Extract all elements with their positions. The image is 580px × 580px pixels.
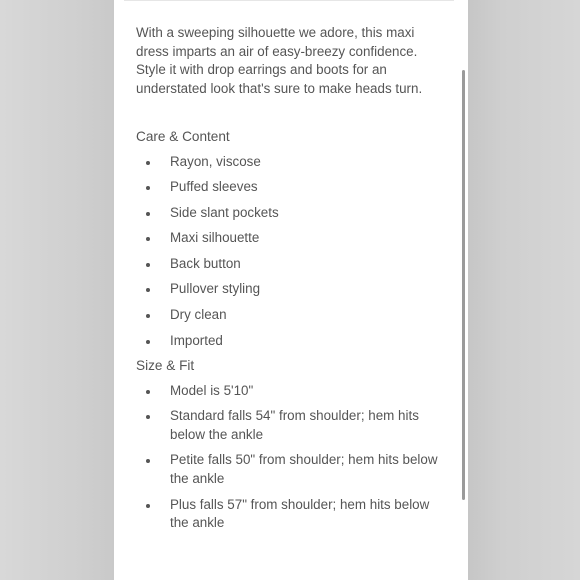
- bullet-icon: [146, 212, 150, 216]
- care-content-heading: Care & Content: [136, 129, 230, 144]
- list-item-text: Rayon, viscose: [170, 153, 261, 169]
- list-item-text: Back button: [170, 255, 241, 271]
- list-item: [136, 229, 448, 248]
- product-description: With a sweeping silhouette we adore, this maxi dress imparts an air of easy-breezy confidence. Style it with drop earrings and boots for an understated look that's sure to make heads turn.: [136, 25, 423, 96]
- list-item-text: Plus falls 57" from shoulder; hem hits below the ankle: [170, 496, 430, 531]
- list-item: [136, 153, 448, 172]
- bullet-icon: [146, 314, 150, 318]
- list-item: [136, 332, 448, 351]
- list-item: [136, 306, 448, 325]
- size-fit-heading: Size & Fit: [136, 358, 195, 374]
- list-item: [136, 280, 448, 299]
- background-right: [468, 0, 580, 580]
- bullet-icon: [146, 504, 150, 508]
- list-item-text: Puffed sleeves: [170, 179, 258, 195]
- size-fit-list: [136, 382, 448, 533]
- list-item-text: Petite falls 50" from shoulder; hem hits below the ankle: [170, 452, 438, 486]
- list-item-text: Side slant pockets: [170, 204, 279, 220]
- product-details-content: [136, 24, 448, 540]
- list-item: [136, 407, 448, 444]
- bullet-icon: [146, 237, 150, 241]
- bullet-icon: [146, 161, 150, 165]
- list-item-text: Model is 5'10": [170, 382, 254, 398]
- list-item-text: Dry clean: [170, 307, 227, 323]
- list-item-text: Pullover styling: [170, 281, 261, 297]
- scrollbar[interactable]: [459, 0, 468, 580]
- list-item-text: Imported: [170, 332, 223, 348]
- list-item: [136, 255, 448, 274]
- bullet-icon: [146, 415, 150, 419]
- product-details-panel: [114, 0, 468, 580]
- bullet-icon: [146, 186, 150, 190]
- bullet-icon: [146, 390, 150, 394]
- list-item-text: Standard falls 54" from shoulder; hem hits below the ankle: [170, 408, 419, 442]
- background-left: [0, 0, 114, 580]
- list-item: [136, 204, 448, 223]
- list-item-text: Maxi silhouette: [170, 230, 260, 246]
- bullet-icon: [146, 459, 150, 463]
- list-item: [136, 451, 448, 488]
- bullet-icon: [146, 340, 150, 344]
- list-item: [136, 178, 448, 197]
- list-item: [136, 382, 448, 401]
- top-divider: [124, 0, 454, 1]
- bullet-icon: [146, 288, 150, 292]
- bullet-icon: [146, 263, 150, 267]
- list-item: [136, 496, 448, 533]
- scrollbar-thumb[interactable]: [462, 70, 465, 500]
- care-content-list: [136, 153, 448, 351]
